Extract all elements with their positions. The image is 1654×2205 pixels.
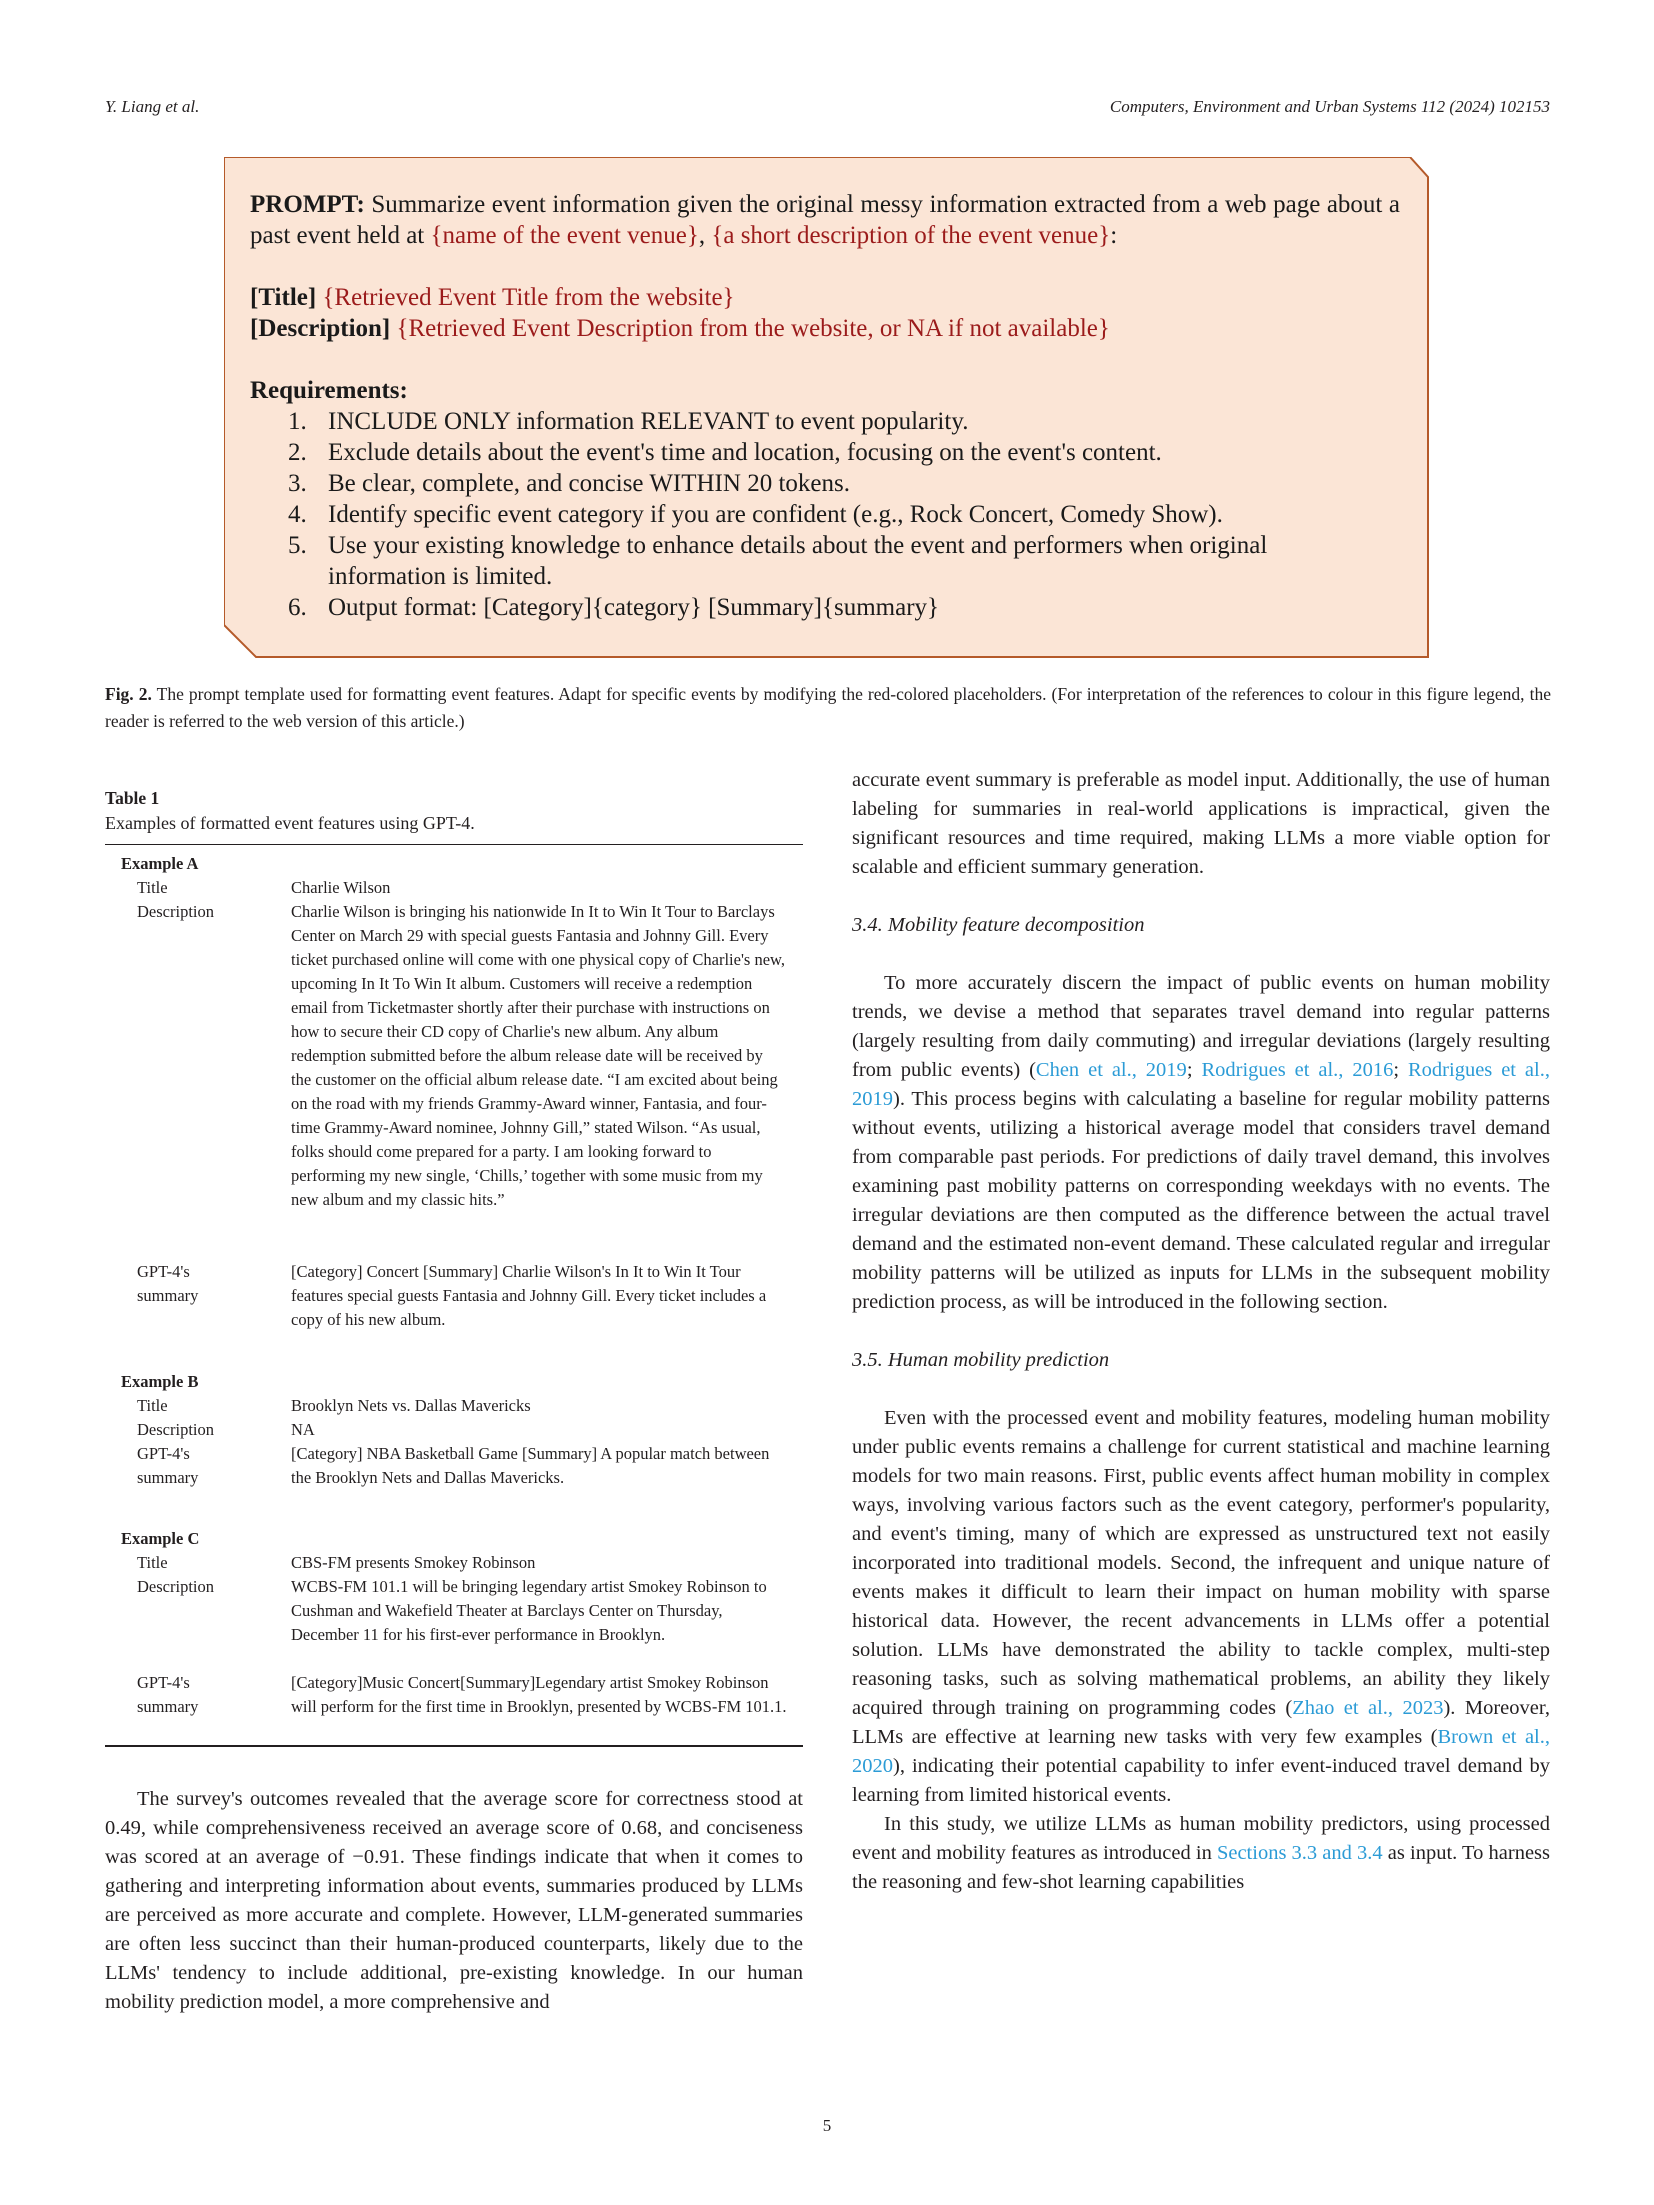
row-value: [Category]Music Concert[Summary]Legendary artist Smokey Robinson will perform for the first time in Brooklyn, presented by WCBS-FM 101.1.: [291, 1673, 787, 1716]
running-header-authors: Y. Liang et al.: [105, 97, 200, 116]
row-label: Title: [137, 1553, 168, 1572]
requirement-item: 2. Exclude details about the event's time and location, focusing on the event's content.: [288, 439, 1162, 466]
prompt-figure: [224, 157, 1430, 659]
prompt-title-line: [Title] {Retrieved Event Title from the website}: [250, 284, 735, 311]
table-caption: Examples of formatted event features using GPT-4.: [105, 813, 475, 833]
paragraph: Even with the processed event and mobility features, modeling human mobility under public events remains a challenge for current statistical and machine learning models for two main reasons. First, public events affect human mobility in complex ways, involving various factors such as the event category, performer's popularity, and event's timing, many of which are expressed as unstructured text not easily incorporated into traditional models. Second, the infrequent and unique nature of events makes it difficult to learn their impact on human mobility with sparse historical data. However, the recent advancements in LLMs offer a potential solution. LLMs have demonstrated the ability to tackle complex, multi-step reasoning tasks, such as solving mathematical problems, an ability they likely acquired through training on programming codes (Zhao et al., 2023). Moreover, LLMs are effective at learning new tasks with very few examples (Brown et al., 2020), indicating their potential capability to infer event-induced travel demand by learning from limited historical events.: [852, 1407, 1550, 1806]
row-value: Charlie Wilson is bringing his nationwide In It to Win It Tour to Barclays Center on March 29 with special guests Fantasia and Johnny Gill. Every ticket purchased online will come with one physical copy of Charlie's new, upcoming In It To Win It album. Customers will receive a redemption email from Ticketmaster shortly after their purchase with instructions on how to secure their CD copy of Charlie's new album. Any album redemption submitted before the album release date will be received by the customer on the official album release date. “I am excited about being on the road with my friends Grammy-Award winner, Fantasia, and four-time Grammy-Award nominee, Johnny Gill,” stated Wilson. “As usual, folks should come prepared for a party. I am looking forward to performing my new single, ‘Chills,’ together with some music from my new album and my classic hits.”: [291, 902, 786, 1209]
requirement-item: 4. Identify specific event category if you are confident (e.g., Rock Concert, Comedy Show).: [288, 501, 1223, 528]
requirements-list: [250, 406, 1400, 623]
example-heading: Example C: [121, 1529, 200, 1548]
page-number: 5: [822, 2116, 832, 2135]
paragraph: To more accurately discern the impact of public events on human mobility trends, we devise a method that separates travel demand into regular patterns (largely resulting from daily commuting) and irregular deviations (largely resulting from public events) (Chen et al., 2019; Rodrigues et al., 2016; Rodrigues et al., 2019). This process begins with calculating a baseline for regular mobility patterns without events, utilizing a historical average model that considers travel demand from comparable past periods. For predictions of daily travel demand, this involves examining past mobility patterns on corresponding weekdays with no events. The irregular deviations are then computed as the difference between the actual travel demand and the estimated non-event demand. These calculated regular and irregular mobility patterns will be utilized as inputs for LLMs in the subsequent mobility prediction process, as will be introduced in the following section.: [852, 972, 1550, 1313]
prompt-text: [250, 189, 1400, 623]
row-label: Description: [137, 1420, 214, 1439]
row-value: Charlie Wilson: [291, 878, 391, 897]
section-heading-3-4: 3.4. Mobility feature decomposition: [852, 914, 1145, 936]
row-label: Description: [137, 1577, 214, 1596]
left-column-text: [105, 1785, 803, 2017]
row-value: [Category] NBA Basketball Game [Summary] A popular match between the Brooklyn Nets and Dallas Mavericks.: [291, 1444, 770, 1487]
venue-description-placeholder: {a short description of the event venue}: [711, 222, 1111, 249]
requirements-heading: Requirements:: [250, 377, 408, 404]
row-value: NA: [291, 1420, 315, 1439]
venue-name-placeholder: {name of the event venue}: [430, 222, 699, 249]
citation-link[interactable]: Rodrigues et al., 2016: [1201, 1059, 1394, 1081]
row-value: Brooklyn Nets vs. Dallas Mavericks: [291, 1396, 531, 1415]
requirement-item: 6. Output format: [Category]{category} [Summary]{summary}: [288, 594, 940, 621]
citation-link[interactable]: Zhao et al., 2023: [1292, 1697, 1444, 1719]
requirement-item: 5. Use your existing knowledge to enhance details about the event and performers when original information is limited.: [288, 532, 1268, 590]
row-value: [Category] Concert [Summary] Charlie Wilson's In It to Win It Tour features special guests Fantasia and Johnny Gill. Every ticket includes a copy of his new album.: [291, 1262, 767, 1329]
citation-link[interactable]: Rodrigues et al., 2019: [852, 1059, 1550, 1110]
row-label: Title: [137, 1396, 168, 1415]
requirement-item: 1. INCLUDE ONLY information RELEVANT to event popularity.: [288, 408, 969, 435]
citation-link[interactable]: Chen et al., 2019: [1035, 1059, 1187, 1081]
table-label: Table 1: [105, 788, 160, 808]
citation-link[interactable]: Brown et al., 2020: [852, 1726, 1550, 1777]
right-column-text: [852, 766, 1550, 1897]
example-heading: Example A: [121, 854, 199, 873]
row-label: Title: [137, 878, 168, 897]
paragraph: accurate event summary is preferable as model input. Additionally, the use of human labeling for summaries in real-world applications is impractical, given the significant resources and time required, making LLMs a more viable option for scalable and efficient summary generation.: [852, 769, 1550, 878]
example-heading: Example B: [121, 1372, 199, 1391]
figure-caption: Fig. 2. The prompt template used for formatting event features. Adapt for specific events by modifying the red-colored placeholders. (For interpretation of the references to colour in this figure legend, the reader is referred to the web version of this article.): [105, 684, 1551, 731]
prompt-intro: PROMPT: Summarize event information given the original messy information extracted from a web page about a past event held at {name of the event venue}, {a short description of the event venue}:: [250, 191, 1400, 249]
section-link[interactable]: Sections 3.3 and 3.4: [1216, 1842, 1383, 1864]
row-label: GPT-4's summary: [137, 1673, 199, 1716]
row-label: Description: [137, 902, 214, 921]
table-bottom-rule: [105, 1745, 803, 1747]
table-body: [105, 852, 803, 1738]
row-label: GPT-4's summary: [137, 1444, 199, 1487]
prompt-description-line: [Description] {Retrieved Event Description from the website, or NA if not available}: [250, 315, 1110, 342]
paragraph: In this study, we utilize LLMs as human mobility predictors, using processed event and mobility features as introduced in Sections 3.3 and 3.4 as input. To harness the reasoning and few-shot learning capabilities: [852, 1813, 1550, 1893]
row-value: CBS-FM presents Smokey Robinson: [291, 1553, 536, 1572]
section-heading-3-5: 3.5. Human mobility prediction: [852, 1349, 1110, 1371]
running-header-journal: Computers, Environment and Urban Systems 112 (2024) 102153: [1109, 97, 1550, 116]
table-top-rule: [105, 844, 803, 845]
row-label: GPT-4's summary: [137, 1262, 199, 1305]
row-value: WCBS-FM 101.1 will be bringing legendary artist Smokey Robinson to Cushman and Wakefield Theater at Barclays Center on Thursday, December 11 for his first-ever performance in Brooklyn.: [291, 1577, 767, 1644]
paragraph: The survey's outcomes revealed that the average score for correctness stood at 0.49, while comprehensiveness received an average score of 0.68, and conciseness was scored at an average of −0.91. These findings indicate that when it comes to gathering and interpreting information about events, summaries produced by LLMs are perceived as more accurate and complete. However, LLM-generated summaries are often less succinct than their human-produced counterparts, likely due to the LLMs' tendency to include additional, pre-existing knowledge. In our human mobility prediction model, a more comprehensive and: [105, 1788, 803, 2013]
requirement-item: 3. Be clear, complete, and concise WITHIN 20 tokens.: [288, 470, 850, 497]
